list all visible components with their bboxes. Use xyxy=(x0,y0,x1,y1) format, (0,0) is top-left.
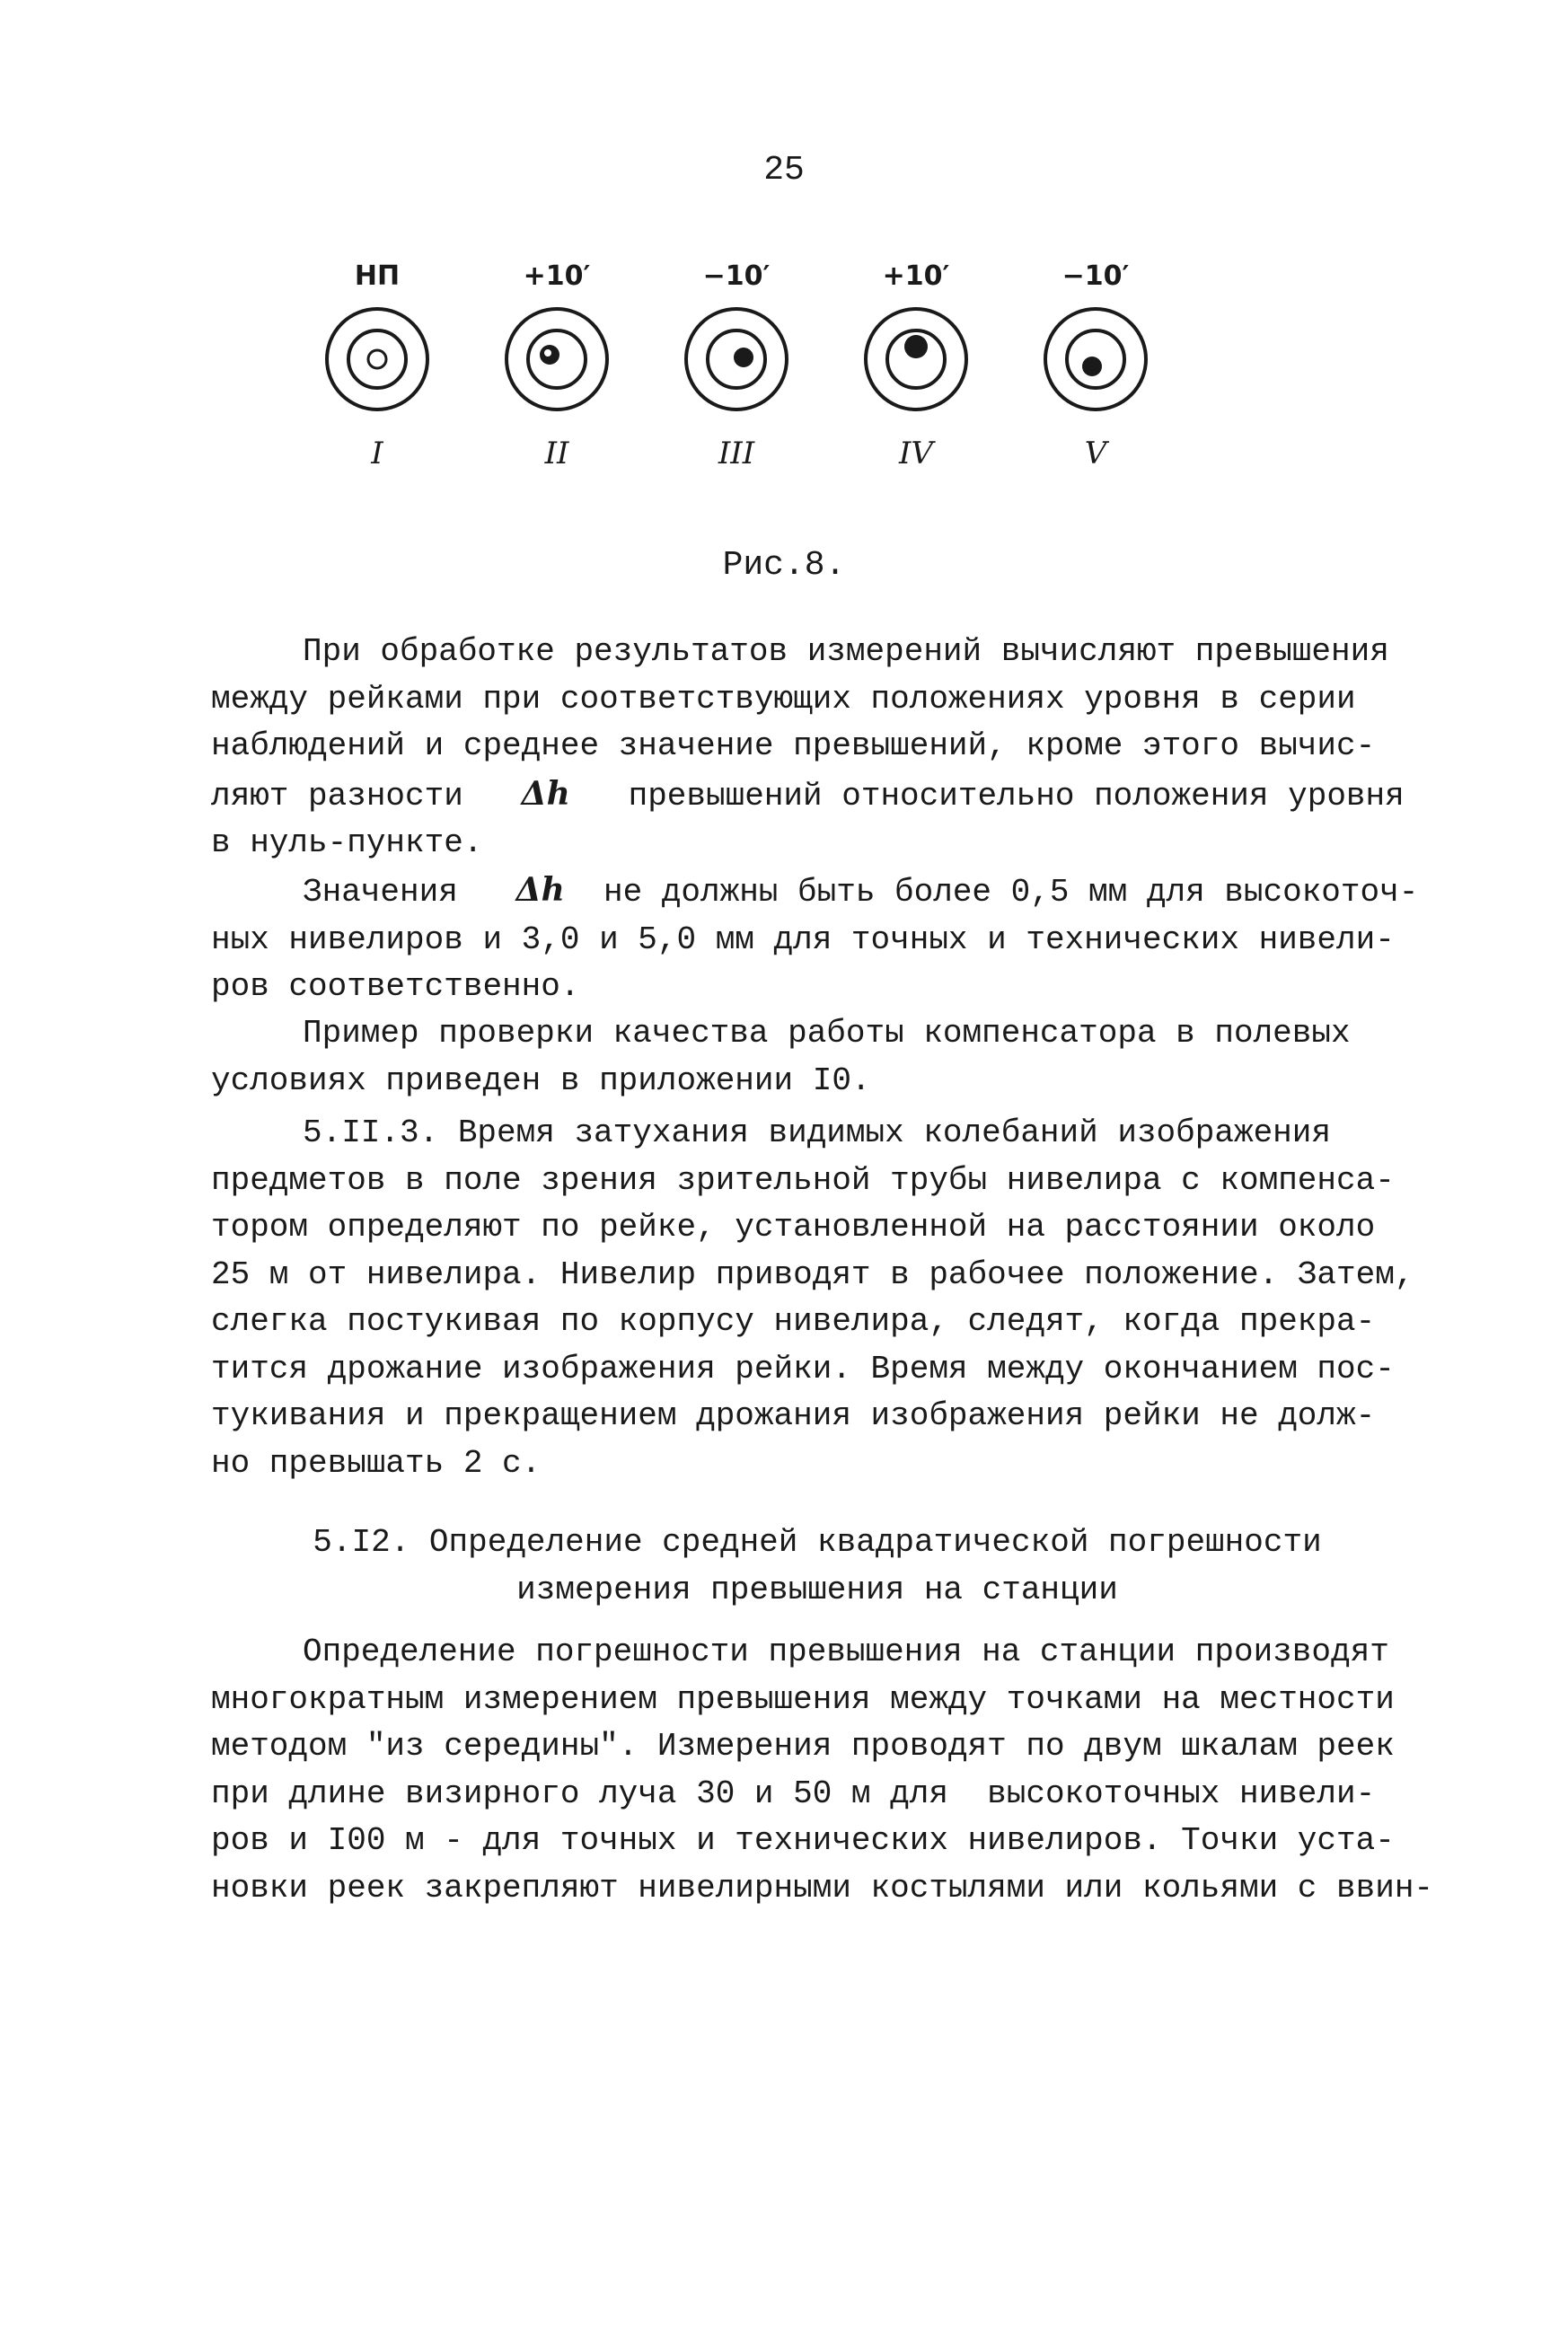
gauge-1 xyxy=(305,260,449,485)
text-line: тором определяют по рейке, установленной на расстоянии около xyxy=(211,1209,1376,1246)
gauge-label-top: −10′ xyxy=(702,260,771,292)
paragraph-dh-limits xyxy=(211,867,1423,1011)
figure-level-bubbles xyxy=(305,260,1221,494)
circular-level-icon xyxy=(503,305,611,413)
text-line: 25 м от нивелира. Нивелир приводят в рабочее положение. Затем, xyxy=(211,1255,1414,1293)
gauge-label-top: −10′ xyxy=(1061,260,1130,292)
gauge-2 xyxy=(485,260,629,485)
gauge-label-top: +10′ xyxy=(882,260,950,292)
text-line: но превышать 2 с. xyxy=(211,1444,542,1482)
circular-level-icon xyxy=(862,305,970,413)
paragraph-processing xyxy=(211,629,1423,867)
text-line xyxy=(211,771,1423,821)
text-line: тится дрожание изображения рейки. Время между окончанием пос- xyxy=(211,1350,1395,1387)
text-line: тукивания и прекращением дрожания изображения рейки не долж- xyxy=(211,1397,1376,1434)
text-line xyxy=(211,867,1423,917)
circular-level-icon xyxy=(683,305,790,413)
paragraph-example xyxy=(211,1010,1423,1105)
page-number: 25 xyxy=(763,151,805,189)
heading-line: измерения превышения на станции xyxy=(516,1571,1118,1608)
gauge-label-bottom: I xyxy=(371,436,383,471)
text-line: Определение погрешности превышения на станции производят xyxy=(303,1634,1389,1670)
gauge-label-bottom: III xyxy=(718,436,755,471)
gauge-label-bottom: V xyxy=(1084,436,1107,471)
text-line: методом "из середины". Измерения проводят по двум шкалам реек xyxy=(211,1728,1395,1765)
paragraph-5-11-3 xyxy=(211,1110,1423,1487)
gauge-5 xyxy=(1024,260,1167,485)
text-fragment: ляют разности xyxy=(211,777,463,815)
text-fragment: Значения xyxy=(303,874,458,911)
text-line: многократным измерением превышения между точками на местности xyxy=(211,1680,1395,1718)
text-line: Пример проверки качества работы компенсатора в полевых xyxy=(303,1015,1351,1052)
gauge-label-top: +10′ xyxy=(523,260,591,292)
text-line: ров соответственно. xyxy=(211,968,580,1005)
text-line: условиях приведен в приложении I0. xyxy=(211,1061,871,1099)
delta-h-symbol: Δh xyxy=(521,774,570,813)
text-line: предметов в поле зрения зрительной трубы нивелира с компенса- xyxy=(211,1161,1395,1199)
text-fragment: не должны быть более 0,5 мм для высокоточ- xyxy=(603,874,1419,911)
circular-level-icon xyxy=(1042,305,1150,413)
text-line: 5.II.3. Время затухания видимых колебаний изображения xyxy=(303,1114,1331,1151)
gauge-label-bottom: IV xyxy=(899,436,933,471)
text-line: ных нивелиров и 3,0 и 5,0 мм для точных и технических нивели- xyxy=(211,920,1395,958)
text-fragment: превышений относительно положения уровня xyxy=(628,777,1405,815)
figure-caption: Рис.8. xyxy=(722,546,846,585)
text-line: при длине визирного луча 30 и 50 м для высокоточных нивели- xyxy=(211,1775,1376,1812)
text-line: новки реек закрепляют нивелирными костылями или кольями с ввин- xyxy=(211,1869,1434,1907)
gauge-label-top: НП xyxy=(354,260,401,292)
text-line: При обработке результатов измерений вычисляют превышения xyxy=(303,633,1389,670)
section-heading-5-12 xyxy=(211,1519,1423,1614)
gauge-3 xyxy=(665,260,808,485)
circular-level-icon xyxy=(323,305,431,413)
text-line: слегка постукивая по корпусу нивелира, следят, когда прекра- xyxy=(211,1303,1376,1340)
delta-h-symbol: Δh xyxy=(515,871,565,909)
text-line: ров и I00 м - для точных и технических нивелиров. Точки уста- xyxy=(211,1822,1395,1859)
paragraph-error-determination xyxy=(211,1629,1434,1912)
gauge-label-bottom: II xyxy=(544,436,569,471)
heading-line: 5.I2. Определение средней квадратической погрешности xyxy=(313,1524,1322,1561)
text-line: наблюдений и среднее значение превышений, кроме этого вычис- xyxy=(211,727,1376,764)
text-line: между рейками при соответствующих положениях уровня в серии xyxy=(211,680,1356,718)
gauge-4 xyxy=(844,260,988,485)
text-line: в нуль-пункте. xyxy=(211,824,483,861)
